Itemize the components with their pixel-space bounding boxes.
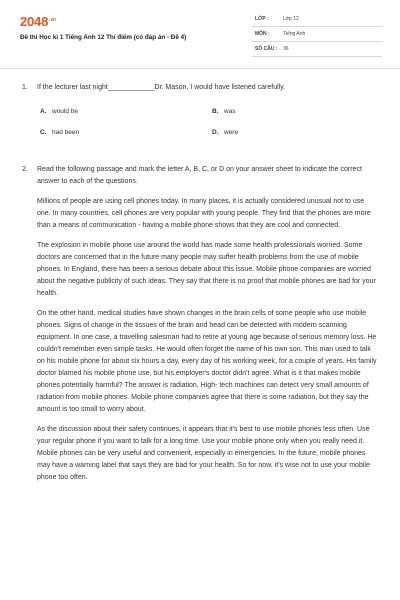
option-text: had been <box>52 129 80 136</box>
option-label: B. <box>212 108 219 115</box>
question-number: 2. <box>22 166 28 173</box>
meta-class-row <box>252 14 382 27</box>
question-2 <box>22 164 378 484</box>
document-title: Đề thi Học kì 1 Tiếng Anh 12 Thí điểm (có đáp án - Đề 4) <box>20 34 187 41</box>
option-b[interactable] <box>212 106 362 118</box>
passage-paragraph: As the discussion about their safety continues, it appears that it's best to use mobile phones less often. Use your regular phone if you want to talk for a long time. Use your mobile phone only when you really need it. Mobile phones can be very useful and convenient, especially in emergencies. In the future, mobile phones may have a warning label that says they are bad for your health. So for now, it's wise not to use your mobile phone too often. <box>37 426 370 481</box>
option-label: C. <box>40 129 47 136</box>
question-1 <box>22 82 378 144</box>
meta-count-value: 36 <box>283 46 289 52</box>
option-c[interactable] <box>40 127 190 139</box>
option-text: would be <box>52 108 79 115</box>
option-a[interactable] <box>40 106 190 118</box>
meta-class-value: Lớp 12 <box>283 16 299 22</box>
option-label: D. <box>212 129 219 136</box>
meta-subject-row <box>252 29 382 42</box>
question-number: 1. <box>22 84 28 91</box>
logo-domain: .vn <box>49 16 56 23</box>
exam-content <box>22 82 378 484</box>
meta-subject-value: Tiếng Anh <box>283 31 306 37</box>
option-text: was <box>224 108 236 115</box>
site-logo[interactable] <box>20 14 56 29</box>
option-label: A. <box>40 108 47 115</box>
header-divider <box>0 68 400 69</box>
meta-subject-key: MÔN : <box>255 31 270 37</box>
answer-options <box>40 100 378 144</box>
passage-paragraph: On the other hand, medical studies have shown changes in the brain cells of some people who use mobile phones. Signs of change in the tissues of the brain and head can be detected with modern scanning equipment. In one case, a travelling salesman had to retire at young age because of serious memory loss. He couldn't remember even simple tasks. He would often forget the name of his own son. This man used to talk on his mobile phone for about six hours a day, every day of his working week, for a couple of years. His family doctor blamed his mobile phone use, but his employer's doctor didn't agree. What is it that makes mobile phones potentially harmful? The answer is radiation. High- tech machines can detect very small amounts of radiation from mobile phones. Mobile phone companies agree that there is some radiation, but they say the amount is too small to worry about. <box>37 310 377 413</box>
passage-paragraph: Millions of people are using cell phones today. In many places, it is actually considered unusual not to use one. In many countries, cell phones are very popular with young people. They find that the phones are more than a means of communication - having a mobile phone shows that they are cool and connected. <box>37 198 371 229</box>
option-text: were <box>224 129 239 136</box>
logo-main: 2048 <box>20 14 49 29</box>
page-header <box>0 0 400 62</box>
question-text: If the lecturer last night____________Dr. Mason, I would have listened carefully. <box>37 84 286 91</box>
meta-class-key: LỚP : <box>255 16 269 22</box>
meta-count-row <box>252 44 382 57</box>
question-text: Read the following passage and mark the letter A, B, C, or D on your answer sheet to indicate the correct answer to each of the questions. <box>37 166 362 185</box>
passage-paragraph: The explosion in mobile phone use around the world has made some health professionals worried. Some doctors are concerned that in the future many people may suffer health problems from the use of mobile phones. In England, there has been a serious debate about this issue. Mobile phone companies are worried about the negative publicity of such ideas. They say that there is no proof that mobile phones are bad for your health. <box>37 242 376 297</box>
meta-count-key: SỐ CÂU : <box>255 46 278 52</box>
option-d[interactable] <box>212 127 362 139</box>
